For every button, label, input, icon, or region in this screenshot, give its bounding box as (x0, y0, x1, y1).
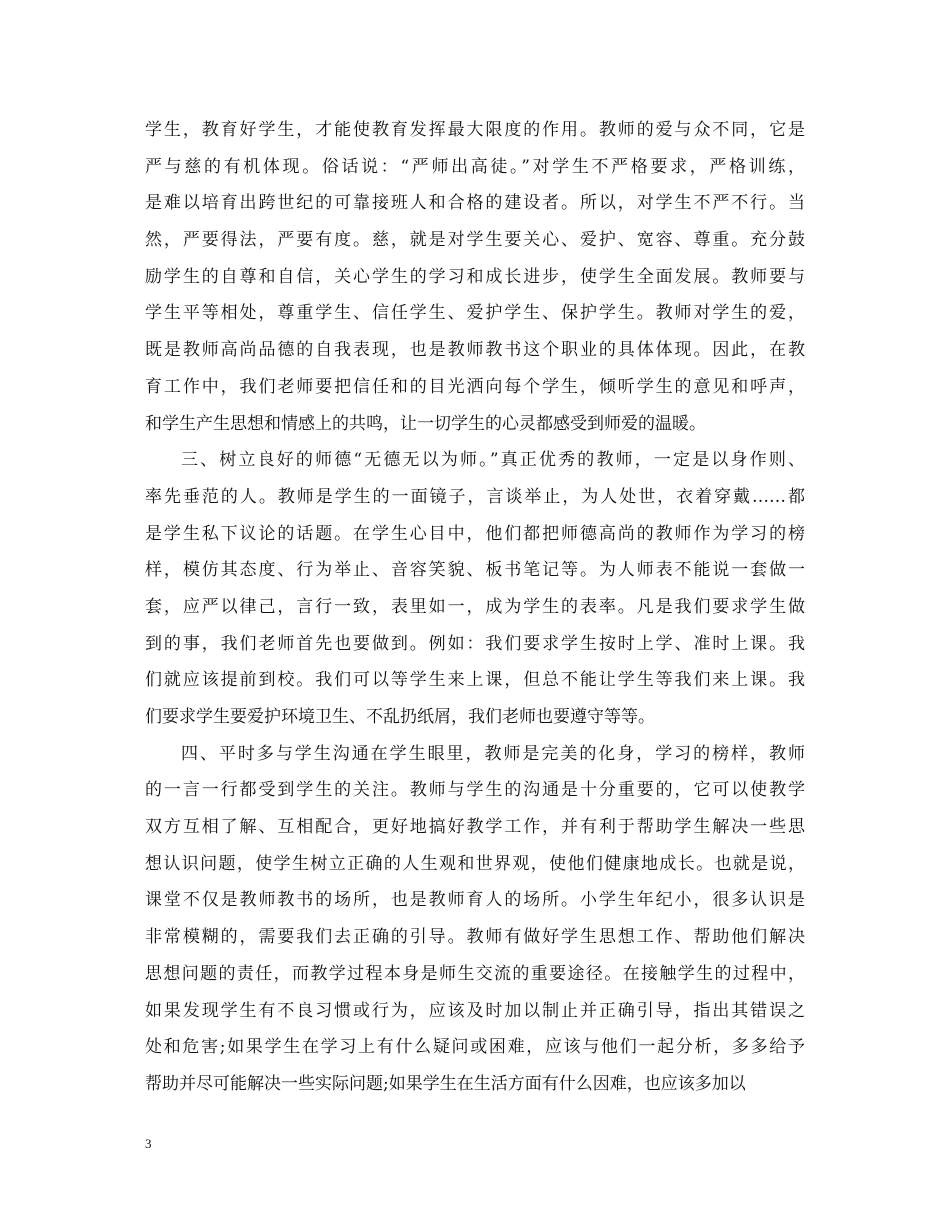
text-line: 非常模糊的，需要我们去正确的引导。教师有做好学生思想工作、帮助他们解决 (145, 927, 805, 948)
text-line: 双方互相了解、互相配合，更好地搞好教学工作，并有利于帮助学生解决一些思 (145, 817, 805, 838)
text-line: 如果发现学生有不良习惯或行为，应该及时加以制止并正确引导，指出其错误之 (145, 1000, 805, 1021)
text-line: 们要求学生要爱护环境卫生、不乱扔纸屑，我们老师也要遵守等等。 (145, 707, 655, 727)
text-line: 学生平等相处，尊重学生、信任学生、爱护学生、保护学生。教师对学生的爱， (145, 303, 805, 324)
text-line: 三、树立良好的师德“无德无以为师。”真正优秀的教师，一定是以身作则、 (181, 450, 805, 471)
text-line: 套，应严以律己，言行一致，表里如一，成为学生的表率。凡是我们要求学生做 (145, 596, 805, 617)
text-line: 们就应该提前到校。我们可以等学生来上课，但总不能让学生等我们来上课。我 (145, 670, 805, 691)
text-line: 励学生的自尊和自信，关心学生的学习和成长进步，使学生全面发展。教师要与 (145, 266, 805, 287)
text-line: 想认识问题，使学生树立正确的人生观和世界观，使他们健康地成长。也就是说， (145, 853, 805, 874)
text-line: 和学生产生思想和情感上的共鸣，让一切学生的心灵都感受到师爱的温暖。 (145, 413, 706, 434)
text-line: 是难以培育出跨世纪的可靠接班人和合格的建设者。所以，对学生不严不行。当 (145, 193, 805, 214)
text-line: 四、平时多与学生沟通在学生眼里，教师是完美的化身，学习的榜样，教师 (181, 743, 805, 764)
text-line: 严与慈的有机体现。俗话说：“严师出高徒。”对学生不严格要求，严格训练， (145, 156, 805, 177)
paragraph-p-section-3 (145, 442, 805, 736)
text-line: 处和危害;如果学生在学习上有什么疑问或困难，应该与他们一起分析，多多给予 (145, 1037, 805, 1058)
paragraph-p-continued (145, 112, 805, 442)
paragraph-p-section-4 (145, 736, 805, 1103)
text-line: 的一言一行都受到学生的关注。教师与学生的沟通是十分重要的，它可以使教学 (145, 780, 805, 801)
text-line: 育工作中，我们老师要把信任和的目光洒向每个学生，倾听学生的意见和呼声， (145, 376, 805, 397)
page-number: 3 (145, 1136, 152, 1151)
text-line: 率先垂范的人。教师是学生的一面镜子，言谈举止，为人处世，衣着穿戴……都 (145, 486, 805, 507)
text-line: 课堂不仅是教师教书的场所，也是教师育人的场所。小学生年纪小，很多认识是 (145, 890, 805, 911)
text-line: 学生，教育好学生，才能使教育发挥最大限度的作用。教师的爱与众不同，它是 (145, 120, 805, 140)
text-line: 思想问题的责任，而教学过程本身是师生交流的重要途径。在接触学生的过程中， (145, 963, 805, 984)
body-text (145, 112, 805, 1103)
text-line: 然，严要得法，严要有度。慈，就是对学生要关心、爱护、宽容、尊重。充分鼓 (145, 230, 805, 251)
text-line: 既是教师高尚品德的自我表现，也是教师教书这个职业的具体体现。因此，在教 (145, 340, 805, 361)
text-line: 是学生私下议论的话题。在学生心目中，他们都把师德高尚的教师作为学习的榜 (145, 523, 805, 544)
text-line: 到的事，我们老师首先也要做到。例如：我们要求学生按时上学、准时上课。我 (145, 633, 805, 654)
text-line: 样，模仿其态度、行为举止、音容笑貌、板书笔记等。为人师表不能说一套做一 (145, 560, 805, 581)
text-line: 帮助并尽可能解决一些实际问题;如果学生在生活方面有什么因难，也应该多加以 (145, 1073, 746, 1094)
